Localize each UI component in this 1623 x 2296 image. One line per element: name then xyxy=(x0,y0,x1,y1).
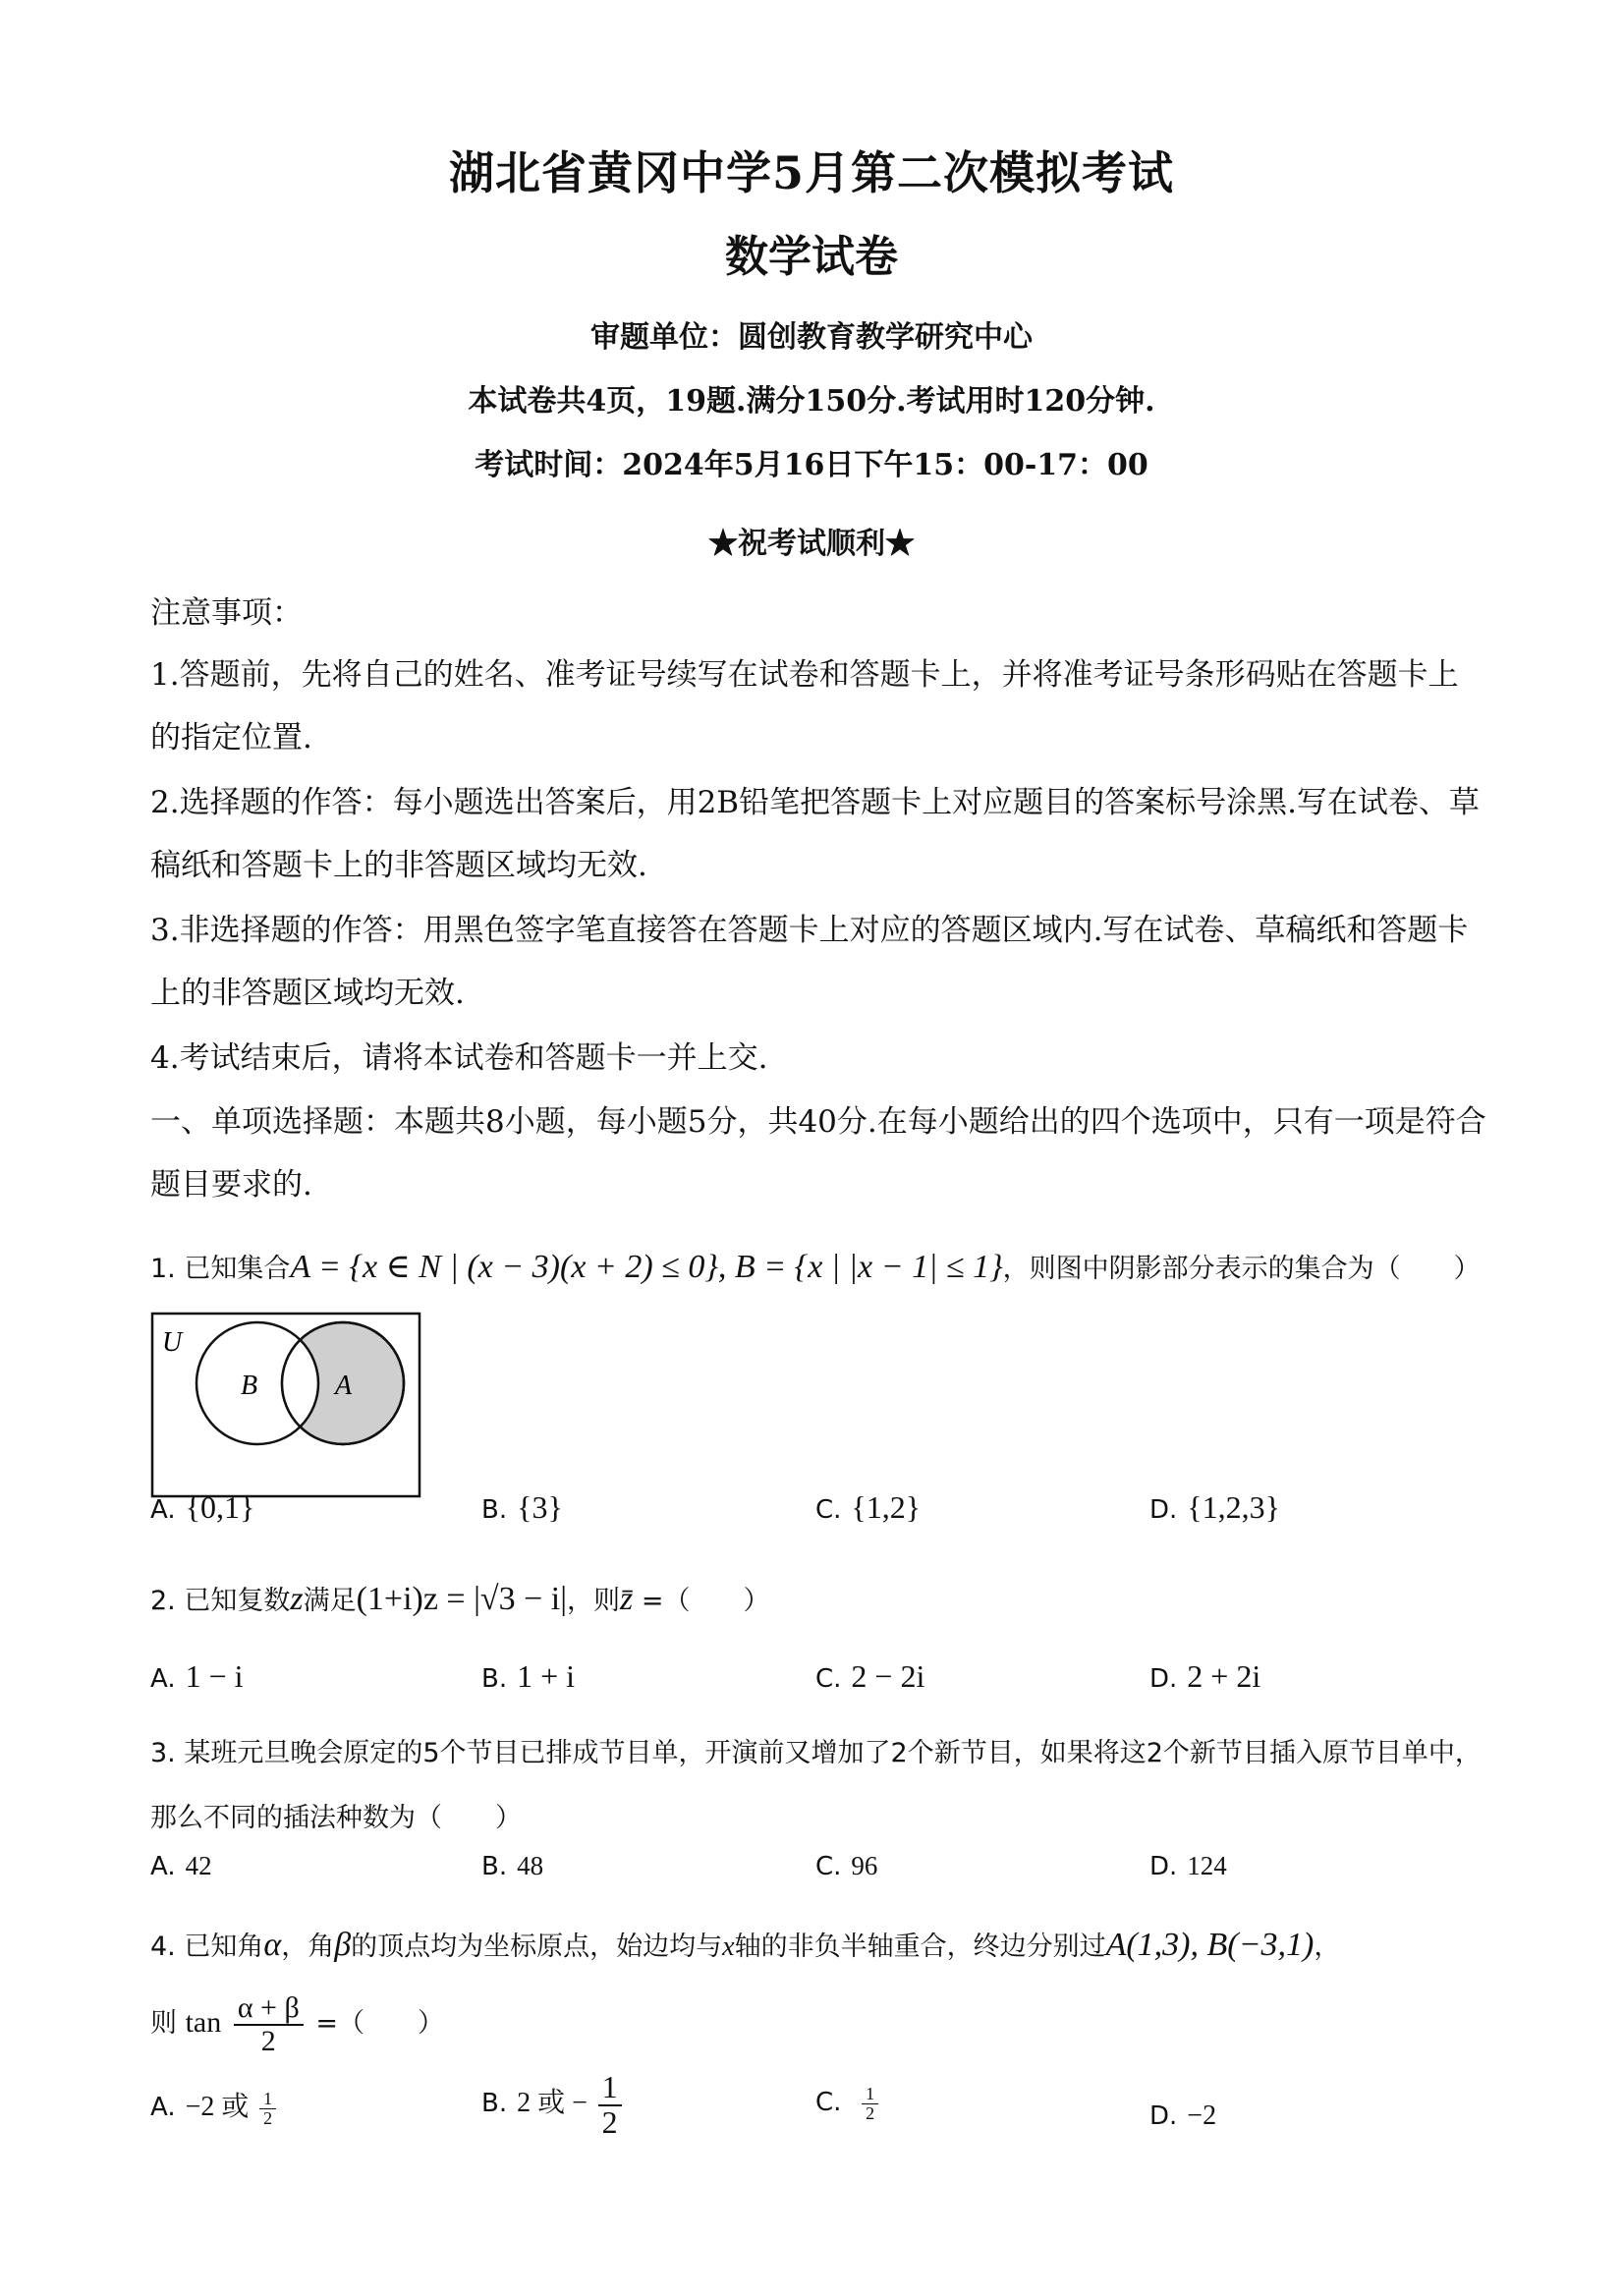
review-unit: 审题单位：圆创教育教学研究中心 xyxy=(590,320,1033,355)
notice-item-4: 4.考试结束后，请将本试卷和答题卡一并上交. xyxy=(150,1040,768,1076)
question-4-points: A(1,3), B(−3,1) xyxy=(1105,1927,1315,1963)
q2-option-d[interactable]: D. 2 + 2i xyxy=(1149,1658,1261,1694)
venn-diagram xyxy=(150,1312,423,1500)
question-1-math: A = {x ∈ N | (x − 3)(x + 2) ≤ 0}, B = {x | |x − 1| ≤ 1} xyxy=(290,1249,1003,1285)
exam-info: 本试卷共4页，19题.满分150分.考试用时120分钟. xyxy=(468,384,1155,419)
q1-option-a[interactable]: A. {0,1} xyxy=(150,1489,255,1525)
notice-item-2: 2.选择题的作答：每小题选出答案后，用2B铅笔把答题卡上对应题目的答案标号涂黑.写在试卷、草稿纸和答题卡上的非答题区域均无效. xyxy=(150,785,1480,883)
q4-option-b[interactable]: B. 2 或 − $\frac{1}{2}$ xyxy=(481,2071,626,2139)
good-luck-wish: ★祝考试顺利★ xyxy=(708,527,915,561)
notice-item-1: 1.答题前，先将自己的姓名、准考证号续写在试卷和答题卡上，并将准考证号条形码贴在答题卡上的指定位置. xyxy=(150,657,1459,756)
q1-option-d[interactable]: D. {1,2,3} xyxy=(1149,1489,1281,1525)
exam-time: 考试时间：2024年5月16日下午15：00-17：00 xyxy=(475,448,1148,482)
question-2-stem: 2. 已知复数z满足(1+i)z = |√3 − i|，则z̄ =（ ） xyxy=(150,1581,770,1617)
q2-option-b[interactable]: B. 1 + i xyxy=(481,1658,576,1694)
notice-heading: 注意事项： xyxy=(150,595,303,631)
venn-label-universe: U xyxy=(162,1327,183,1358)
question-1-prefix: 1. 已知集合 xyxy=(150,1254,291,1284)
question-1-stem xyxy=(150,1236,1486,1301)
q1-option-b[interactable]: B. {3} xyxy=(481,1489,563,1525)
exam-title: 湖北省黄冈中学5月第二次模拟考试 xyxy=(448,146,1174,199)
q4-option-a[interactable]: A. −2 或 $\frac{1}{2}$ xyxy=(150,2085,280,2128)
exam-subtitle: 数学试卷 xyxy=(725,232,898,282)
question-4-stem-line-2: 则 tan $\frac{\alpha + \beta}{2}$ =（ ） xyxy=(150,1991,444,2057)
venn-label-a: A xyxy=(335,1371,353,1401)
notice-item-3: 3.非选择题的作答：用黑色签字笔直接答在答题卡上对应的答题区域内.写在试卷、草稿纸和答题卡上的非答题区域均无效. xyxy=(150,913,1469,1011)
question-4-fraction: $\frac{\alpha + \beta}{2}$ xyxy=(234,1992,304,2056)
q4-option-d[interactable]: D. −2 xyxy=(1149,2100,1217,2131)
q2-option-a[interactable]: A. 1 − i xyxy=(150,1658,244,1694)
venn-label-b: B xyxy=(241,1371,258,1401)
question-4-stem-line-1: 4. 已知角α，角β的顶点均为坐标原点，始边均与x轴的非负半轴重合，终边分别过A(1,3), B(−3,1)， xyxy=(150,1927,1341,1963)
question-2-math: (1+i)z = |√3 − i| xyxy=(356,1581,568,1617)
q3-option-b[interactable]: B. 48 xyxy=(481,1851,544,1881)
question-1-suffix: ，则图中阴影部分表示的集合为（ ） xyxy=(1002,1254,1481,1284)
q2-option-c[interactable]: C. 2 − 2i xyxy=(815,1658,925,1694)
section-1-heading: 一、单项选择题：本题共8小题，每小题5分，共40分.在每小题给出的四个选项中，只有一项是符合题目要求的. xyxy=(150,1104,1486,1203)
q3-option-a[interactable]: A. 42 xyxy=(150,1851,212,1881)
q1-option-c[interactable]: C. {1,2} xyxy=(815,1489,922,1525)
q3-option-d[interactable]: D. 124 xyxy=(1149,1851,1227,1881)
question-3-stem: 3. 某班元旦晚会原定的5个节目已排成节目单，开演前又增加了2个新节目，如果将这2个新节目插入原节目单中，那么不同的插法种数为（ ） xyxy=(150,1738,1482,1833)
q3-option-c[interactable]: C. 96 xyxy=(815,1851,878,1881)
q4-option-c[interactable]: C. $\frac{1}{2}$ xyxy=(815,2085,882,2123)
